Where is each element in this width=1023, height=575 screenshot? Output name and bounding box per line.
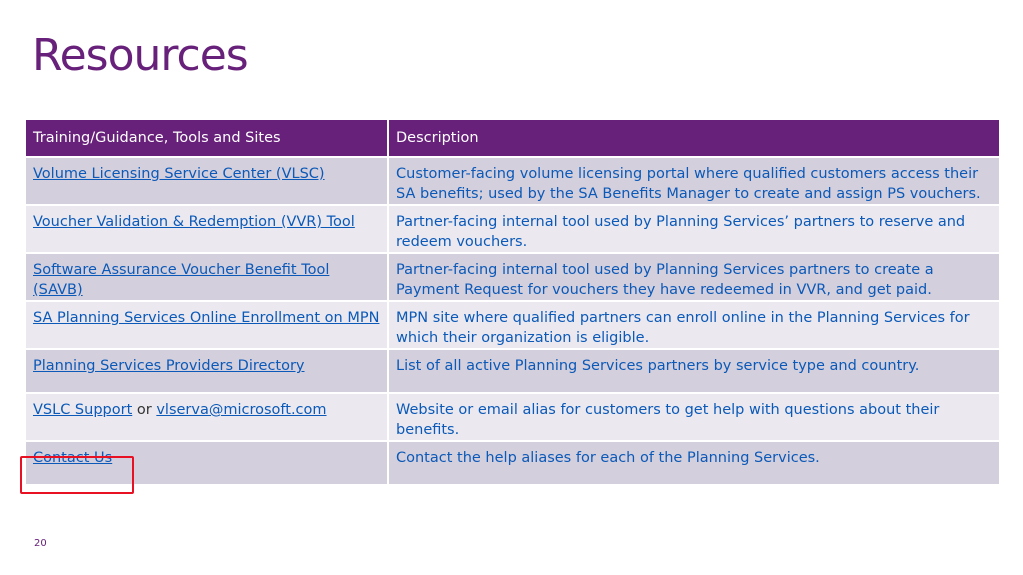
resource-cell [26,205,388,253]
vlserva-email-link[interactable]: vlserva@microsoft.com [156,402,327,418]
table-row [26,393,1000,441]
providers-directory-link[interactable]: Planning Services Providers Directory [33,358,305,374]
resource-cell [26,393,388,441]
savb-tool-link[interactable]: Software Assurance Voucher Benefit Tool (SAVB) [33,262,330,298]
contact-us-highlight [20,456,134,494]
description-cell: Website or email alias for customers to get help with questions about their benefits. [388,393,1000,441]
header-description: Description [388,120,1000,157]
resources-table [26,120,1001,486]
description-cell: List of all active Planning Services partners by service type and country. [388,349,1000,393]
resource-cell [26,301,388,349]
table-row [26,349,1000,393]
vlsc-link[interactable]: Volume Licensing Service Center (VLSC) [33,166,325,182]
table-header-row [26,120,1000,157]
description-cell: MPN site where qualified partners can enroll online in the Planning Services for which their organization is eligible. [388,301,1000,349]
contact-us-link[interactable]: Contact Us [33,450,113,466]
table-row [26,205,1000,253]
resource-cell [26,253,388,301]
table-row [26,441,1000,485]
resource-cell [26,157,388,205]
page-number: 20 [34,538,47,549]
table-row [26,301,1000,349]
description-cell: Partner-facing internal tool used by Planning Services’ partners to reserve and redeem vouchers. [388,205,1000,253]
vslc-support-link[interactable]: VSLC Support [33,402,133,418]
resource-cell [26,349,388,393]
table-row [26,157,1000,205]
vvr-tool-link[interactable]: Voucher Validation & Redemption (VVR) Tool [33,214,355,230]
connector-text: or [136,402,152,418]
description-cell: Customer-facing volume licensing portal where qualified customers access their SA benefits; used by the SA Benefits Manager to create and assign PS vouchers. [388,157,1000,205]
description-cell: Partner-facing internal tool used by Planning Services partners to create a Payment Request for vouchers they have redeemed in VVR, and get paid. [388,253,1000,301]
table-row [26,253,1000,301]
description-cell: Contact the help aliases for each of the Planning Services. [388,441,1000,485]
slide-title: Resources [32,30,248,81]
mpn-enrollment-link[interactable]: SA Planning Services Online Enrollment on MPN [33,310,380,326]
header-tools-sites: Training/Guidance, Tools and Sites [26,120,388,157]
